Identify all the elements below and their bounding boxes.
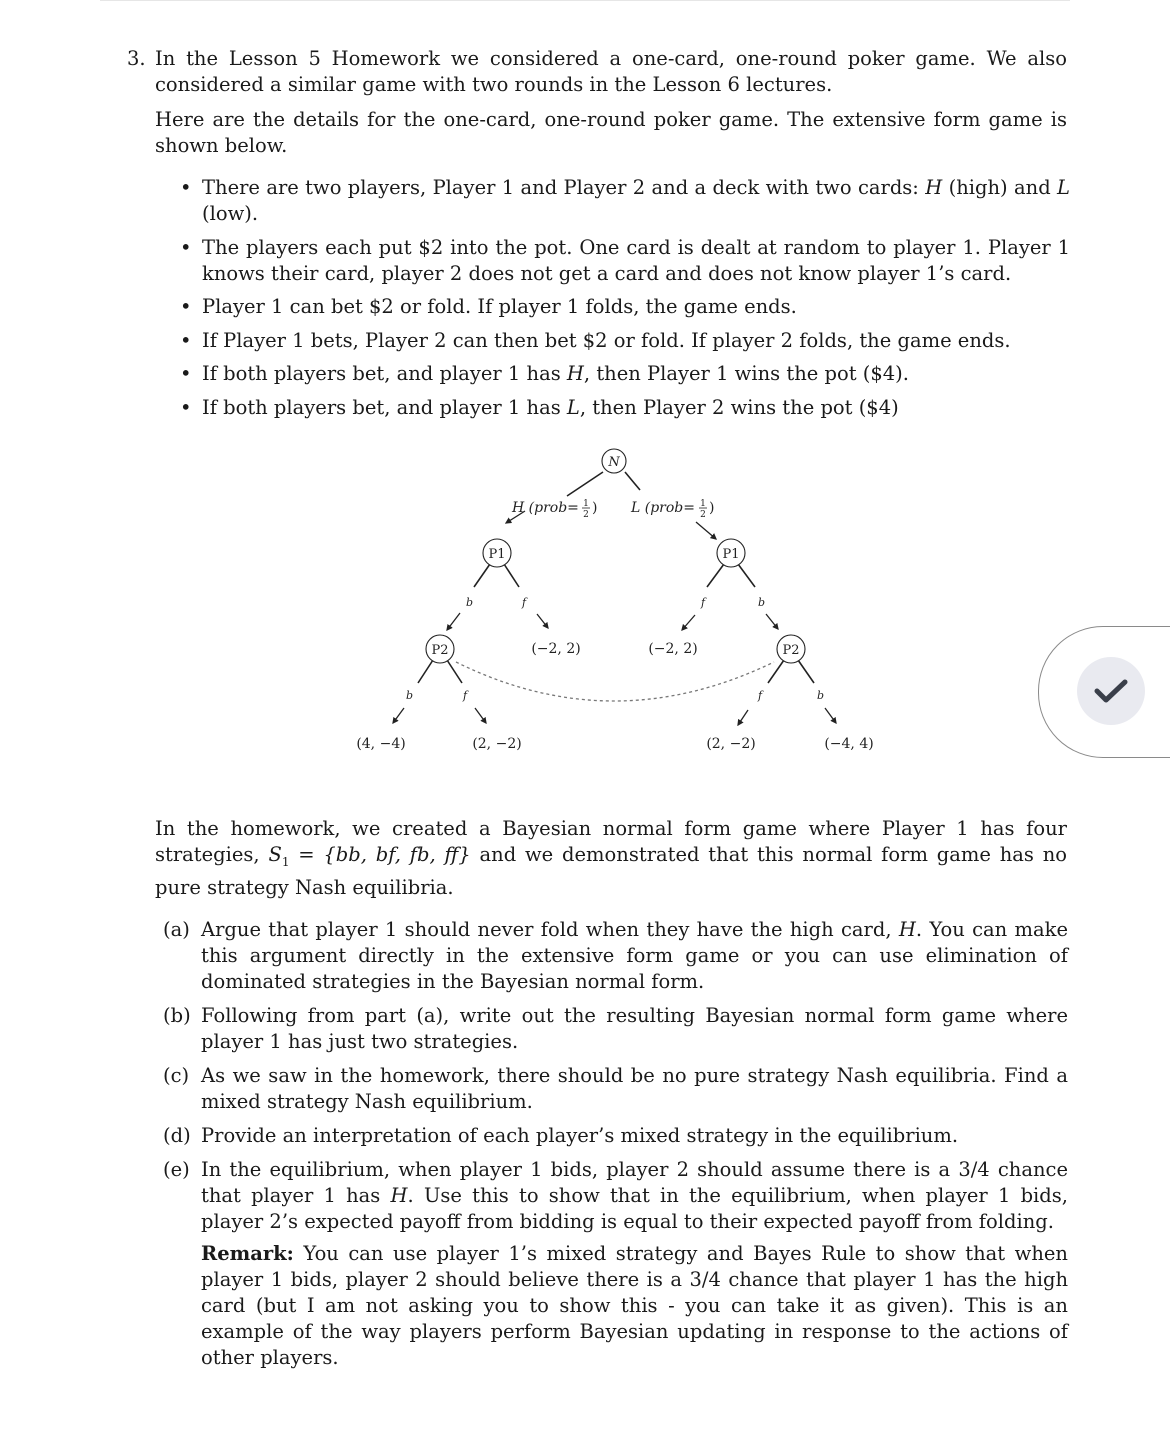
normal-form-paragraph: In the homework, we created a Bayesian normal form game where Player 1 has four strategies, $S_1 = \{bb$, bf, fb, ff} and we demonstrated that this normal form game has no pure strategy Nash equilibria. [155, 817, 1067, 899]
action-label-fold: f [701, 596, 706, 609]
rule-item: • If both players bet, and player 1 has H, then Player 1 wins the pot ($4). [180, 361, 1070, 387]
action-label-bet: b [466, 596, 474, 609]
top-divider [100, 0, 1070, 1]
branch-label-low [630, 499, 714, 520]
edge-p2-left-fold [475, 708, 486, 723]
svg-text:1: 1 [583, 499, 589, 509]
action-label-fold: f [522, 596, 527, 609]
p2-node-left-label: P2 [431, 643, 449, 658]
svg-text:H (prob=: H (prob= [512, 500, 579, 516]
remark: Remark: You can use player 1’s mixed strategy and Bayes Rule to show that when player 1 bids, player 2 should believe there is a 3/4 chance that player 1 has the high card (but I am not asking you to show this - you can take it as given). This is an example of the way players perform Bayesian updating in response to the actions of other players. [201, 1242, 1068, 1369]
chance-edge-l [696, 522, 716, 539]
svg-text:L (prob=: L (prob= [631, 500, 695, 516]
payoff-leaf: (4, −4) [356, 736, 406, 752]
action-label-fold: f [463, 689, 468, 702]
svg-text:): ) [709, 500, 715, 516]
edge-p1-l-fold [682, 615, 695, 630]
check-answer-pill[interactable] [1038, 626, 1170, 758]
edge-p2-right-fold [738, 710, 748, 725]
part-item: (b) Following from part (a), write out the resulting Bayesian normal form game where player 1 has just two strategies. [163, 1004, 1068, 1053]
p1-node-low-label: P1 [722, 547, 740, 562]
information-set-line [456, 662, 774, 701]
svg-text:): ) [592, 500, 598, 516]
edge-p2-right-bet [825, 708, 836, 723]
payoff-leaf: (2, −2) [706, 736, 756, 752]
svg-text:2: 2 [700, 510, 706, 520]
svg-text:2: 2 [583, 510, 589, 520]
payoff-fold-high: (−2, 2) [531, 641, 581, 657]
payoff-leaf: (2, −2) [472, 736, 522, 752]
part-item: (a) Argue that player 1 should never fold when they have the high card, H. You can make this argument directly in the extensive form game or you can use elimination of dominated strategies in the Bayesian normal form. [163, 918, 1068, 993]
question-parts [163, 917, 1068, 1379]
edge-p1-h-bet [447, 613, 460, 630]
action-label-bet: b [758, 596, 766, 609]
part-item: (c) As we saw in the homework, there should be no pure strategy Nash equilibria. Find a mixed strategy Nash equilibrium. [163, 1064, 1068, 1113]
question-details: Here are the details for the one-card, one-round poker game. The extensive form game is shown below. [155, 108, 1067, 157]
question-number: 3. [127, 47, 146, 70]
nature-node-label: N [608, 455, 620, 470]
p1-node-high-label: P1 [488, 547, 506, 562]
checkmark-icon [1094, 678, 1128, 704]
part-item: (e) In the equilibrium, when player 1 bids, player 2 should assume there is a 3/4 chance that player 1 has H. Use this to show that in the equilibrium, when player 1 bids, player 2’s expected payoff from bidding is equal to their expected payoff from folding. Remark: You can use player 1’s mixed strategy and Bayes Rule to show that when player 1 bids, player 2 should believe there is a 3/4 chance that player 1 has the high card (but I am not asking you to show this - you can take it as given). This is an example of the way players perform Bayesian updating in response to the actions of other players. [163, 1158, 1068, 1369]
rule-item: • Player 1 can bet $2 or fold. If player 1 folds, the game ends. [180, 294, 1070, 320]
payoff-leaf: (−4, 4) [824, 736, 874, 752]
rules-list [180, 175, 1070, 428]
rule-item: • There are two players, Player 1 and Player 2 and a deck with two cards: H (high) and L (low). [180, 175, 1070, 227]
branch-label-high [511, 499, 597, 520]
edge-p1-l-bet [766, 614, 778, 629]
action-label-bet: b [406, 689, 414, 702]
question-intro: In the Lesson 5 Homework we considered a one-card, one-round poker game. We also considered a similar game with two rounds in the Lesson 6 lectures. [155, 47, 1067, 96]
rule-item: • If Player 1 bets, Player 2 can then bet $2 or fold. If player 2 folds, the game ends. [180, 328, 1070, 354]
rule-item: • If both players bet, and player 1 has L, then Player 2 wins the pot ($4) [180, 395, 1070, 421]
action-label-bet: b [817, 689, 825, 702]
check-button[interactable] [1077, 657, 1145, 725]
part-item: (d) Provide an interpretation of each player’s mixed strategy in the equilibrium. [163, 1124, 959, 1147]
extensive-form-game-tree [330, 440, 910, 760]
edge-p1-h-fold [537, 614, 548, 628]
p2-node-right-label: P2 [782, 643, 800, 658]
action-label-fold: f [758, 689, 763, 702]
edge-p2-left-bet [393, 708, 404, 723]
svg-text:1: 1 [700, 499, 706, 509]
rule-item: • The players each put $2 into the pot. One card is dealt at random to player 1. Player 1 knows their card, player 2 does not get a card and does not know player 1’s card. [180, 235, 1070, 287]
payoff-fold-low: (−2, 2) [648, 641, 698, 657]
